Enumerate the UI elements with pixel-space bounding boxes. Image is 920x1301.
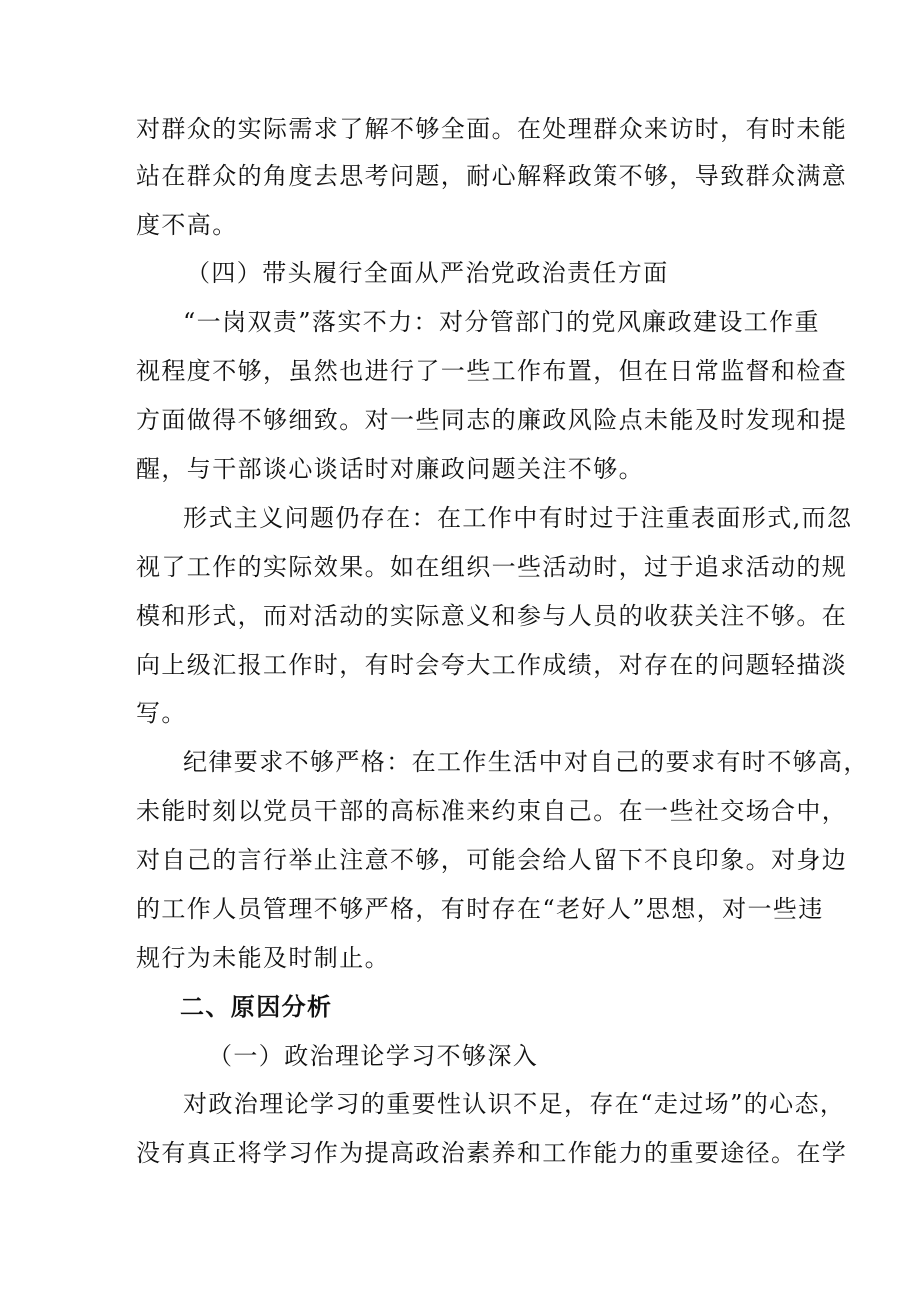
paragraph-line: 模和形式，而对活动的实际意义和参与人员的收获关注不够。在 — [136, 602, 848, 630]
paragraph-line: 站在群众的角度去思考问题，耐心解释政策不够，导致群众满意 — [136, 162, 848, 190]
paragraph-line: 视了工作的实际效果。如在组织一些活动时，过于追求活动的规 — [136, 553, 848, 581]
paragraph-line: 对政治理论学习的重要性认识不足，存在“走过场”的心态， — [183, 1090, 846, 1118]
paragraph-line: 写。 — [136, 699, 187, 727]
paragraph-line: 对自己的言行举止注意不够，可能会给人留下不良印象。对身边 — [136, 846, 848, 874]
paragraph-line: 向上级汇报工作时，有时会夸大工作成绩，对存在的问题轻描淡 — [136, 651, 848, 679]
paragraph-line: 没有真正将学习作为提高政治素养和工作能力的重要途径。在学 — [136, 1139, 848, 1167]
paragraph-line: 对群众的实际需求了解不够全面。在处理群众来访时，有时未能 — [136, 115, 848, 143]
paragraph-line: 醒，与干部谈心谈话时对廉政问题关注不够。 — [136, 455, 644, 483]
paragraph-line: 方面做得不够细致。对一些同志的廉政风险点未能及时发现和提 — [136, 406, 848, 434]
paragraph-line: 度不高。 — [136, 211, 238, 239]
section-subheading: （四）带头履行全面从严治党政治责任方面 — [186, 259, 669, 287]
paragraph-line: “一岗双责”落实不力：对分管部门的党风廉政建设工作重 — [183, 308, 820, 336]
paragraph-line: 规行为未能及时制止。 — [136, 944, 390, 972]
paragraph-line: 视程度不够，虽然也进行了一些工作布置，但在日常监督和检查 — [136, 357, 848, 385]
section-subheading: （一）政治理论学习不够深入 — [208, 1042, 539, 1070]
paragraph-line: 的工作人员管理不够严格，有时存在“老好人”思想，对一些违 — [136, 895, 824, 923]
paragraph-line: 形式主义问题仍存在：在工作中有时过于注重表面形式,而忽 — [183, 504, 853, 532]
section-heading: 二、原因分析 — [180, 992, 333, 1021]
paragraph-line: 纪律要求不够严格：在工作生活中对自己的要求有时不够高， — [183, 748, 869, 776]
paragraph-line: 未能时刻以党员干部的高标准来约束自己。在一些社交场合中， — [136, 797, 848, 825]
